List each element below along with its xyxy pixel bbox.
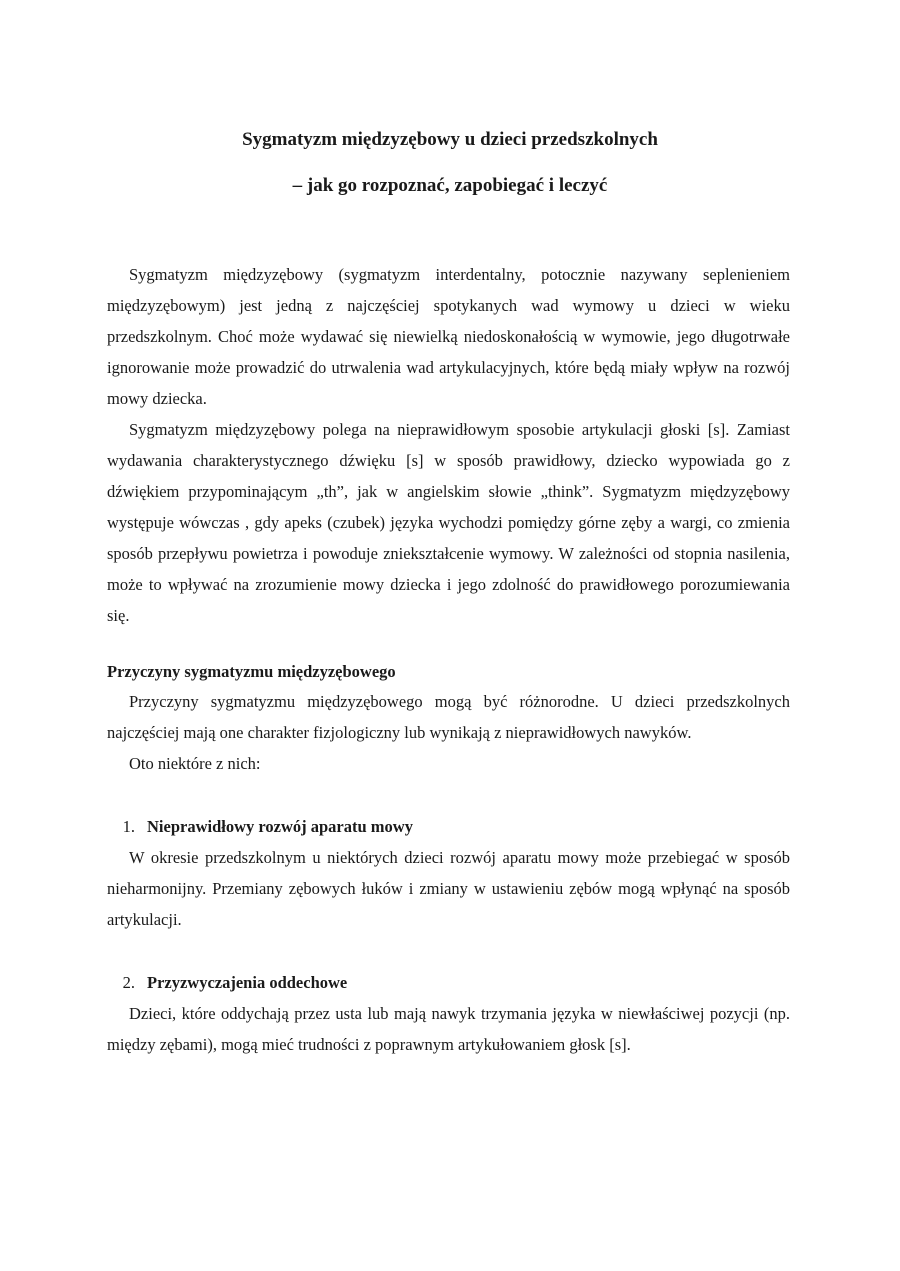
list-item-title: Nieprawidłowy rozwój aparatu mowy <box>147 817 413 836</box>
list-item-heading <box>107 971 790 995</box>
list-item-number: 1. <box>122 817 135 836</box>
intro-section <box>107 259 790 631</box>
list-item-number: 2. <box>122 973 135 992</box>
list-item-text: W okresie przedszkolnym u niektórych dzieci rozwój aparatu mowy może przebiegać w sposób nieharmonijny. Przemiany zębowych łuków i zmiany w ustawieniu zębów mogą wpłynąć na sposób artykulacji. <box>107 848 790 929</box>
causes-paragraph: Oto niektóre z nich: <box>129 754 261 773</box>
intro-paragraph: Sygmatyzm międzyzębowy (sygmatyzm interdentalny, potocznie nazywany seplenieniem międzyzębowym) jest jedną z najczęściej spotykanych wad wymowy u dzieci w wieku przedszkolnym. Choć może wydawać się niewielką niedoskonałością w wymowie, jego długotrwałe ignorowanie może prowadzić do utrwalenia wad artykulacyjnych, które będą miały wpływ na rozwój mowy dziecka. <box>107 265 790 408</box>
document-subtitle: – jak go rozpoznać, zapobiegać i leczyć <box>292 175 608 196</box>
list-item-body <box>107 842 790 935</box>
list-item-body <box>107 998 790 1060</box>
list-item-text: Dzieci, które oddychają przez usta lub mają nawyk trzymania języka w niewłaściwej pozycji (np. między zębami), mogą mieć trudności z poprawnym artykułowaniem głosk [s]. <box>107 1004 790 1054</box>
intro-paragraph: Sygmatyzm międzyzębowy polega na nieprawidłowym sposobie artykulacji głoski [s]. Zamiast wydawania charakterystycznego dźwięku [s] w sposób prawidłowy, dziecko wypowiada go z dźwiękiem przypominającym „th”, jak w angielskim słowie „think”. Sygmatyzm międzyzębowy występuje wówczas , gdy apeks (czubek) języka wychodzi pomiędzy górne zęby a wargi, co zmienia sposób przepływu powietrza i powoduje zniekształcenie wymowy. W zależności od stopnia nasilenia, może to wpływać na zrozumienie mowy dziecka i jego zdolność do prawidłowego porozumiewania się. <box>107 420 790 625</box>
causes-heading: Przyczyny sygmatyzmu międzyzębowego <box>107 662 396 681</box>
list-item-heading <box>107 815 790 839</box>
causes-paragraph: Przyczyny sygmatyzmu międzyzębowego mogą być różnorodne. U dzieci przedszkolnych najczęściej mają one charakter fizjologiczny lub wynikają z nieprawidłowych nawyków. <box>107 692 790 742</box>
list-item-title: Przyzwyczajenia oddechowe <box>147 973 348 992</box>
document-title: Sygmatyzm międzyzębowy u dzieci przedszkolnych <box>242 129 658 150</box>
causes-section <box>107 686 790 779</box>
